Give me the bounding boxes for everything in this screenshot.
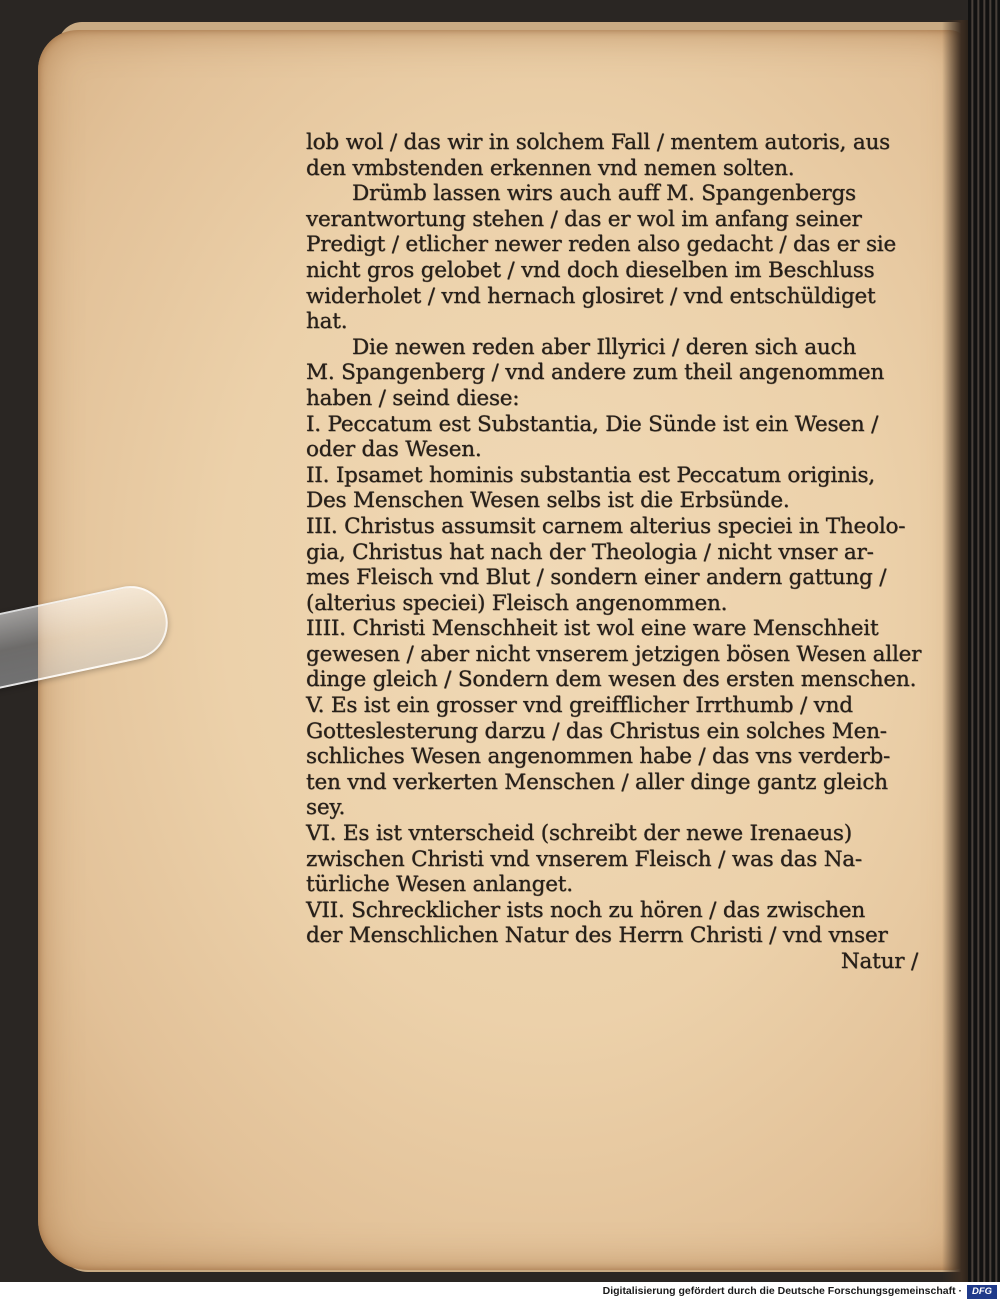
text-line: gewesen / aber nicht vnserem jetzigen bösen Wesen aller [306,641,922,667]
text-line: sey. [306,795,346,821]
text-line: widerholet / vnd hernach glosiret / vnd entschüldiget [306,283,876,309]
text-line: gia, Christus hat nach der Theologia / nicht vnser ar- [306,539,874,565]
text-line: dinge gleich / Sondern dem wesen des ersten menschen. [306,667,917,693]
footer-bar [0,1282,1000,1302]
text-line: hat. [306,309,348,335]
text-line: schliches Wesen angenommen habe / das vns verderb- [306,744,891,770]
text-line: haben / seind diese: [306,385,520,411]
text-line: nicht gros gelobet / vnd doch dieselben im Beschluss [306,257,875,283]
text-line: Die newen reden aber Illyrici / deren sich auch [352,334,856,360]
text-line: IIII. Christi Menschheit ist wol eine ware Menschheit [306,616,879,642]
text-line: Drümb lassen wirs auch auff M. Spangenbergs [352,181,856,207]
funding-credit: Digitalisierung gefördert durch die Deutsche Forschungsgemeinschaft · [602,1285,962,1297]
text-line: III. Christus assumsit carnem alterius speciei in Theolo- [306,513,906,539]
text-line: M. Spangenberg / vnd andere zum theil angenommen [306,360,885,386]
text-line: der Menschlichen Natur des Herrn Christi / vnd vnser [306,923,888,949]
text-line: oder das Wesen. [306,437,482,463]
text-line: lob wol / das wir in solchem Fall / mentem autoris, aus [306,130,890,155]
text-line: VII. Schrecklicher ists noch zu hören / das zwischen [306,897,865,923]
text-line: Des Menschen Wesen selbs ist die Erbsünde. [306,488,790,514]
page-text [306,130,932,975]
text-line: türliche Wesen anlanget. [306,872,573,898]
text-line: Predigt / etlicher newer reden also gedacht / das er sie [306,232,896,258]
text-line: I. Peccatum est Substantia, Die Sünde ist ein Wesen / [306,411,879,437]
page-stack-edge [968,0,1000,1282]
text-line: Gotteslesterung darzu / das Christus ein solches Men- [306,718,887,744]
text-line: mes Fleisch vnd Blut / sondern einer andern gattung / [306,565,887,591]
text-line: verantwortung stehen / das er wol im anfang seiner [306,206,862,232]
dfg-logo: DFG [967,1285,997,1299]
text-line: (alterius speciei) Fleisch angenommen. [306,590,728,616]
text-line: V. Es ist ein grosser vnd greifflicher Irrthumb / vnd [306,693,853,719]
text-line: zwischen Christi vnd vnserem Fleisch / was das Na- [306,846,862,872]
text-line: ten vnd verkerten Menschen / aller dinge gantz gleich [306,769,888,795]
text-line: II. Ipsamet hominis substantia est Peccatum originis, [306,462,875,488]
text-line: den vmbstenden erkennen vnd nemen solten. [306,155,795,181]
text-line: VI. Es ist vnterscheid (schreibt der newe Irenaeus) [306,821,852,847]
catchword: Natur / [840,949,918,974]
